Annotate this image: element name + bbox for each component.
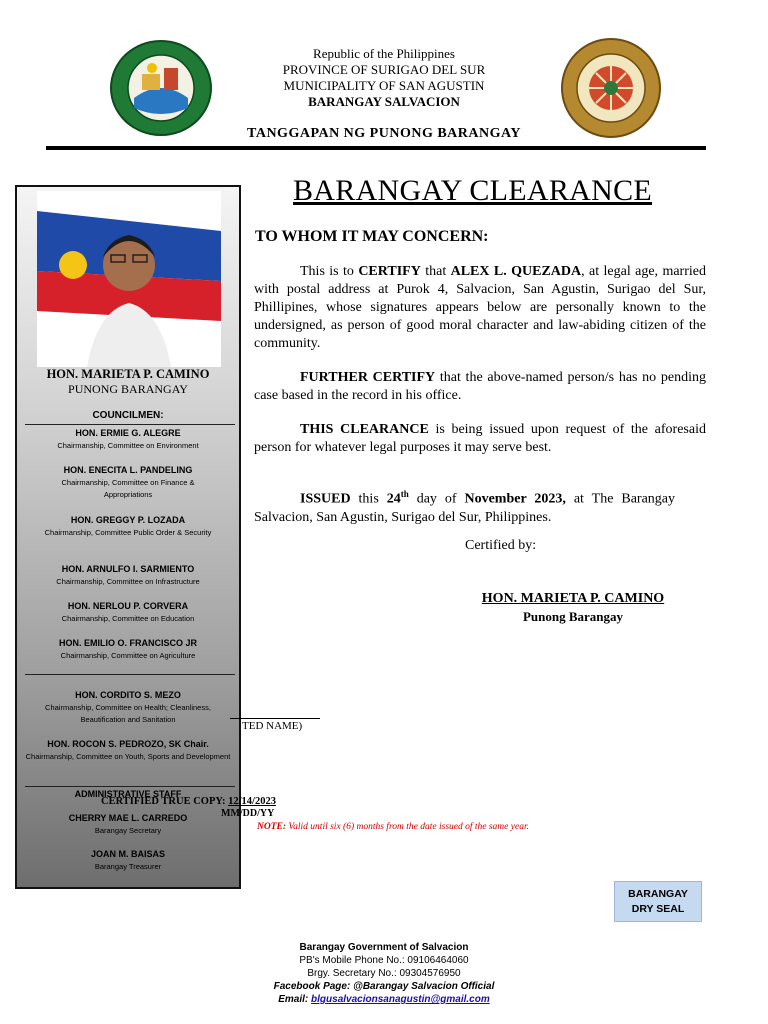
footer-pb-phone: PB's Mobile Phone No.: 09106464060 [299, 955, 469, 966]
councilmen-heading: COUNCILMEN: [92, 410, 164, 421]
councilman-role: Chairmanship, Committee Public Order & Security [44, 528, 212, 537]
issued-month-year: November 2023, [464, 491, 566, 507]
staff-name: JOAN M. BAISAS [90, 849, 165, 859]
staff-role: Barangay Treasurer [94, 862, 162, 871]
further-certify-paragraph [254, 369, 706, 405]
footer-secretary-phone: Brgy. Secretary No.: 09304576950 [307, 968, 461, 979]
councilman-name: HON. NERLOU P. CORVERA [67, 601, 189, 611]
certify-paragraph [254, 263, 706, 353]
municipal-seal-text [112, 122, 210, 123]
issued-day: 24 [386, 491, 401, 507]
ctc-label-text: CERTIFIED TRUE COPY: [101, 796, 226, 807]
issued-word: ISSUED [300, 491, 351, 507]
footer-email-label: Email: [278, 994, 312, 1005]
p4-text: at The Barangay Salvacion, San Agustin, Surigao del Sur, Philippines. [254, 491, 675, 525]
certified-true-copy-format: MM/DD/YY [221, 808, 275, 819]
dry-seal-line1: BARANGAY [628, 888, 688, 900]
councilman-role: Chairmanship, Committee on Finance & Appropriations [61, 478, 195, 499]
councilman-name: HON. ENECITA L. PANDELING [63, 465, 193, 475]
barangay-seal-text [563, 124, 659, 125]
councilman-role: Chairmanship, Committee on Environment [57, 441, 199, 450]
councilman-name: HON. ROCON S. PEDROZO, SK Chair. [47, 739, 209, 749]
captain-photo [37, 191, 221, 367]
councilman-role: Chairmanship, Committee on Agriculture [60, 651, 196, 660]
captain-photo-graphic [37, 191, 221, 367]
councilman-role: Chairmanship, Committee on Education [61, 614, 195, 623]
further-certify-word: FURTHER CERTIFY [300, 370, 436, 385]
dry-seal-line2: DRY SEAL [631, 903, 685, 915]
signatory-title: Punong Barangay [522, 609, 624, 624]
header-barangay: BARANGAY SALVACION [308, 94, 460, 109]
header-province: PROVINCE OF SURIGAO DEL SUR [282, 62, 486, 77]
councilman-role: Chairmanship, Committee on Health; Cleanliness, Beautification and Sanitation [45, 703, 211, 724]
certify-word: CERTIFY [358, 264, 421, 279]
councilman-name: HON. CORDITO S. MEZO [75, 690, 181, 700]
councilman-role: Chairmanship, Committee on Youth, Sports and Development [25, 752, 231, 761]
issued-paragraph [254, 485, 675, 527]
footer-email [0, 993, 768, 1006]
note-text: Valid until six (6) months from the date issued of the same year. [286, 822, 529, 832]
header-republic: Republic of the Philippines [313, 46, 455, 61]
p1-text: This is to [300, 264, 359, 279]
clearance-purpose-paragraph [254, 421, 706, 457]
councilman-name: HON. ERMIE G. ALEGRE [75, 428, 181, 438]
issued-day-suffix: th [400, 489, 409, 499]
councilmen-divider [25, 424, 235, 425]
note-label: NOTE: [257, 822, 287, 832]
applicant-name: ALEX L. QUEZADA [450, 264, 582, 279]
salutation: TO WHOM IT MAY CONCERN: [255, 228, 489, 245]
footer-government: Barangay Government of Salvacion [299, 942, 469, 953]
councilman-role: Chairmanship, Committee on Infrastructure [56, 577, 200, 586]
applicant-signature-line [230, 718, 320, 719]
certified-true-copy-label [101, 796, 276, 807]
validity-note [257, 822, 529, 832]
officials-sidebar [15, 185, 241, 889]
p1-text: that [420, 264, 451, 279]
staff-heading: ADMINISTRATIVE STAFF [74, 789, 182, 799]
p2-text: that the above-named person/s has no pending case based in the record in his office. [254, 370, 706, 403]
councilman-name: HON. ARNULFO I. SARMIENTO [61, 564, 195, 574]
header-municipality: MUNICIPALITY OF SAN AGUSTIN [283, 78, 485, 93]
footer-facebook: Facebook Page: @Barangay Salvacion Official [273, 981, 495, 992]
staff-role: Barangay Secretary [94, 826, 162, 835]
captain-title: PUNONG BARANGAY [68, 382, 188, 396]
p4-text: this [350, 491, 387, 507]
p3-text: is being issued upon request of the aforesaid person for whatever legal purposes it may serve best. [254, 422, 706, 455]
dry-seal-box [614, 881, 702, 922]
email-link[interactable]: blgusalvacionsanagustin@gmail.com [311, 994, 490, 1005]
ctc-date: 12/14/2023 [228, 796, 276, 807]
councilman-name: HON. GREGGY P. LOZADA [70, 515, 186, 525]
councilman-name: HON. EMILIO O. FRANCISCO JR [58, 638, 197, 648]
header-divider [46, 146, 706, 150]
p4-text: day of [408, 491, 465, 507]
staff-name: CHERRY MAE L. CARREDO [68, 813, 188, 823]
this-clearance-word: THIS CLEARANCE [300, 422, 429, 437]
councilmen-mid-divider [25, 674, 235, 675]
signatory-name: HON. MARIETA P. CAMINO [481, 591, 665, 606]
captain-name: HON. MARIETA P. CAMINO [46, 367, 210, 381]
document-title: BARANGAY CLEARANCE [293, 174, 653, 207]
staff-divider [25, 786, 235, 787]
office-title: TANGGAPAN NG PUNONG BARANGAY [247, 126, 521, 141]
printed-name-label: TED NAME) [242, 720, 303, 732]
p1-text: , at legal age, married with postal address at Purok 4, Salvacion, San Agustin, Surigao del Sur, Phillipines, whose signatures appears below are personally known to the undersigned, as person of good moral character and law-abiding citizen of the community. [254, 264, 706, 351]
certified-by-label: Certified by: [465, 538, 537, 553]
